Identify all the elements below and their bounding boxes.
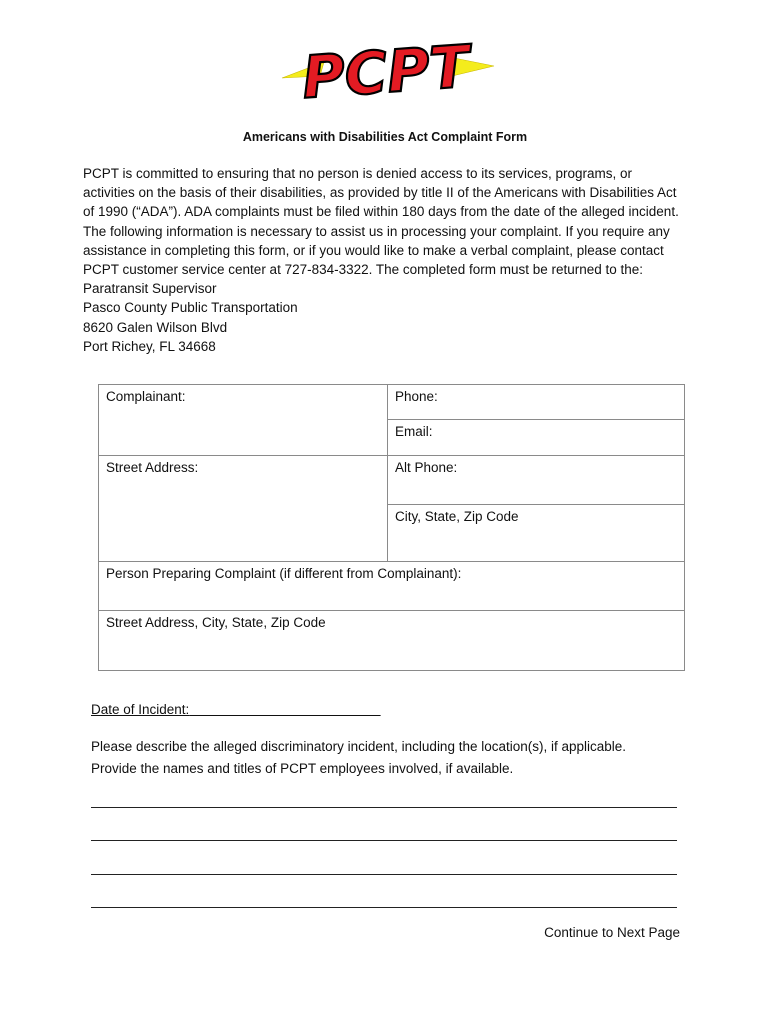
intro-paragraph: PCPT is committed to ensuring that no person is denied access to its services, programs, or activities on the basis of their disabilities, as provided by title II of the Americans with Disabilities Act of 1990 (“ADA”). ADA complaints must be filed within 180 days from the date of the alleged incident. The following information is necessary to assist us in processing your complaint. If you require any assistance in completing this form, or if you would like to make a verbal complaint, please contact PCPT customer service center at 727-834-3322. The completed form must be returned to the: xyxy=(83,166,679,278)
continue-note: Continue to Next Page xyxy=(544,925,680,940)
describe-line-1: Please describe the alleged discriminatory incident, including the location(s), if applicable. xyxy=(91,739,627,754)
preparer-address-label: Street Address, City, State, Zip Code xyxy=(106,615,326,630)
person-preparing-cell[interactable] xyxy=(99,562,685,611)
logo-text: PCPT xyxy=(299,36,472,108)
return-address xyxy=(83,279,683,356)
date-of-incident-field[interactable] xyxy=(91,702,381,717)
form-title: Americans with Disabilities Act Complaint Form xyxy=(242,130,528,144)
phone-cell[interactable] xyxy=(388,385,685,420)
answer-line[interactable] xyxy=(91,907,677,908)
complainant-label: Complainant: xyxy=(106,389,186,404)
person-preparing-label: Person Preparing Complaint (if different from Complainant): xyxy=(106,566,462,581)
email-cell[interactable] xyxy=(388,420,685,456)
date-of-incident-label: Date of Incident: xyxy=(91,702,190,717)
pcpt-logo xyxy=(280,36,496,108)
city-state-zip-label: City, State, Zip Code xyxy=(395,509,519,524)
answer-line[interactable] xyxy=(91,874,677,875)
describe-line-2: Provide the names and titles of PCPT employees involved, if available. xyxy=(91,761,514,776)
address-line: Pasco County Public Transportation xyxy=(83,300,298,316)
answer-line[interactable] xyxy=(91,840,677,841)
complainant-info-table xyxy=(98,384,685,671)
phone-label: Phone: xyxy=(395,389,438,404)
address-line: Port Richey, FL 34668 xyxy=(83,338,216,354)
describe-instructions xyxy=(91,736,691,780)
answer-line[interactable] xyxy=(91,807,677,808)
city-state-zip-cell[interactable] xyxy=(388,505,685,562)
pcpt-logo-graphic xyxy=(280,36,496,108)
street-address-cell[interactable] xyxy=(99,456,388,562)
alt-phone-cell[interactable] xyxy=(388,456,685,505)
alt-phone-label: Alt Phone: xyxy=(395,460,458,475)
intro-section xyxy=(83,164,683,356)
preparer-address-cell[interactable] xyxy=(99,611,685,671)
street-address-label: Street Address: xyxy=(106,460,199,475)
email-label: Email: xyxy=(395,424,433,439)
date-of-incident-blank[interactable] xyxy=(189,702,380,717)
address-line: Paratransit Supervisor xyxy=(83,281,217,297)
complainant-cell[interactable] xyxy=(99,385,388,456)
address-line: 8620 Galen Wilson Blvd xyxy=(83,319,228,335)
